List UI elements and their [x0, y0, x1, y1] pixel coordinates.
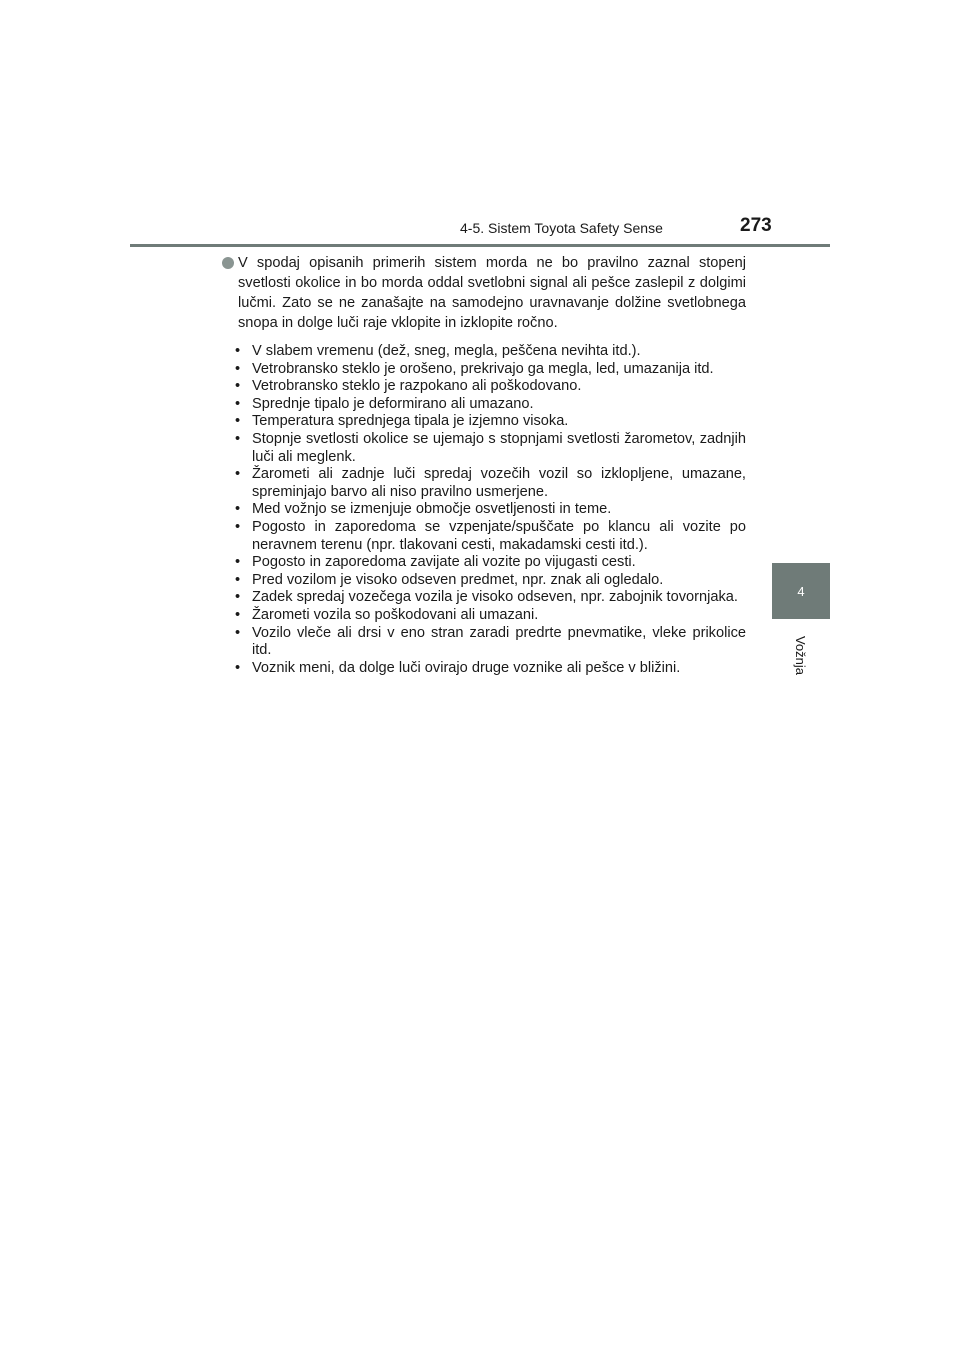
- list-item-text: Vetrobransko steklo je razpokano ali poškodovano.: [252, 378, 582, 395]
- list-item-text: Zadek spredaj vozečega vozila je visoko odseven, npr. zabojnik tovornjaka.: [252, 589, 738, 606]
- list-item-text: V slabem vremenu (dež, sneg, megla, peščena nevihta itd.).: [252, 343, 641, 359]
- bullet-mark: •: [235, 554, 241, 571]
- list-item: [235, 430, 746, 466]
- page-number: 273: [740, 215, 772, 236]
- list-item-text: Vozilo vleče ali drsi v eno stran zaradi predrte pnevmatike, vleke prikolice itd.: [252, 624, 746, 659]
- chapter-label-container: [778, 625, 824, 685]
- list-item-text: Vetrobransko steklo je orošeno, prekrivajo ga megla, led, umazanija itd.: [252, 360, 714, 377]
- bullet-mark: •: [235, 343, 241, 359]
- list-item-text: Temperatura sprednjega tipala je izjemno visoka.: [252, 413, 569, 430]
- section-title: 4-5. Sistem Toyota Safety Sense: [460, 220, 663, 236]
- bullet-mark: •: [235, 466, 241, 483]
- list-item: [235, 343, 746, 361]
- circle-bullet-icon: [222, 257, 234, 269]
- bullet-mark: •: [235, 659, 241, 676]
- list-item-text: Pogosto in zaporedoma se vzpenjate/spuščate po klancu ali vozite po neravnem terenu (npr. tlakovani cesti, makadamski cesti itd.).: [252, 518, 746, 553]
- bullet-mark: •: [235, 518, 241, 535]
- bullet-mark: •: [235, 589, 241, 606]
- list-item-text: Stopnje svetlosti okolice se ujemajo s stopnjami svetlosti žarometov, zadnjih luči ali meglenk.: [252, 430, 746, 465]
- list-item: [235, 624, 746, 660]
- chapter-number: 4: [797, 583, 805, 599]
- main-paragraph-text: V spodaj opisanih primerih sistem morda ne bo pravilno zaznal stopenj svetlosti okolice in bo morda oddal svetlobni signal ali pešce zaslepil z dolgimi lučmi. Zato se ne zanašajte na samodejno uravnavanje dolžine svetlobnega snopa in dolge luči raje vklopite in izklopite ročno.: [238, 255, 746, 331]
- list-item: [235, 518, 746, 554]
- list-item-text: Žarometi ali zadnje luči spredaj vozečih vozil so izklopljene, umazane, spreminjajo barvo ali niso pravilno usmerjene.: [252, 466, 746, 500]
- bullet-mark: •: [235, 360, 241, 377]
- content-body: [222, 253, 746, 677]
- condition-list: [222, 343, 746, 677]
- list-item: [235, 659, 746, 678]
- bullet-mark: •: [235, 413, 241, 430]
- list-item: [235, 589, 746, 607]
- list-item-text: Pred vozilom je visoko odseven predmet, npr. znak ali ogledalo.: [252, 571, 664, 588]
- main-paragraph: [222, 253, 746, 333]
- list-item: [235, 571, 746, 590]
- bullet-mark: •: [235, 606, 241, 623]
- bullet-mark: •: [235, 395, 241, 412]
- list-item-text: Pogosto in zaporedoma zavijate ali vozite po vijugasti cesti.: [252, 554, 636, 571]
- list-item: [235, 606, 746, 625]
- header-divider: [130, 244, 830, 247]
- list-item: [235, 413, 746, 431]
- list-item: [235, 360, 746, 379]
- list-item: [235, 395, 746, 414]
- bullet-mark: •: [235, 378, 241, 395]
- list-item: [235, 378, 746, 396]
- chapter-label: Vožnja: [793, 635, 809, 675]
- list-item-text: Voznik meni, da dolge luči ovirajo druge voznike ali pešce v bližini.: [252, 659, 681, 676]
- bullet-mark: •: [235, 624, 241, 641]
- list-item: [235, 554, 746, 572]
- chapter-tab: [772, 563, 830, 619]
- list-item: [235, 466, 746, 501]
- list-item-text: Med vožnjo se izmenjuje območje osvetljenosti in teme.: [252, 501, 612, 518]
- bullet-mark: •: [235, 430, 241, 447]
- list-item-text: Sprednje tipalo je deformirano ali umazano.: [252, 395, 534, 412]
- bullet-mark: •: [235, 571, 241, 588]
- bullet-mark: •: [235, 501, 241, 518]
- list-item-text: Žarometi vozila so poškodovani ali umazani.: [252, 606, 539, 623]
- list-item: [235, 501, 746, 519]
